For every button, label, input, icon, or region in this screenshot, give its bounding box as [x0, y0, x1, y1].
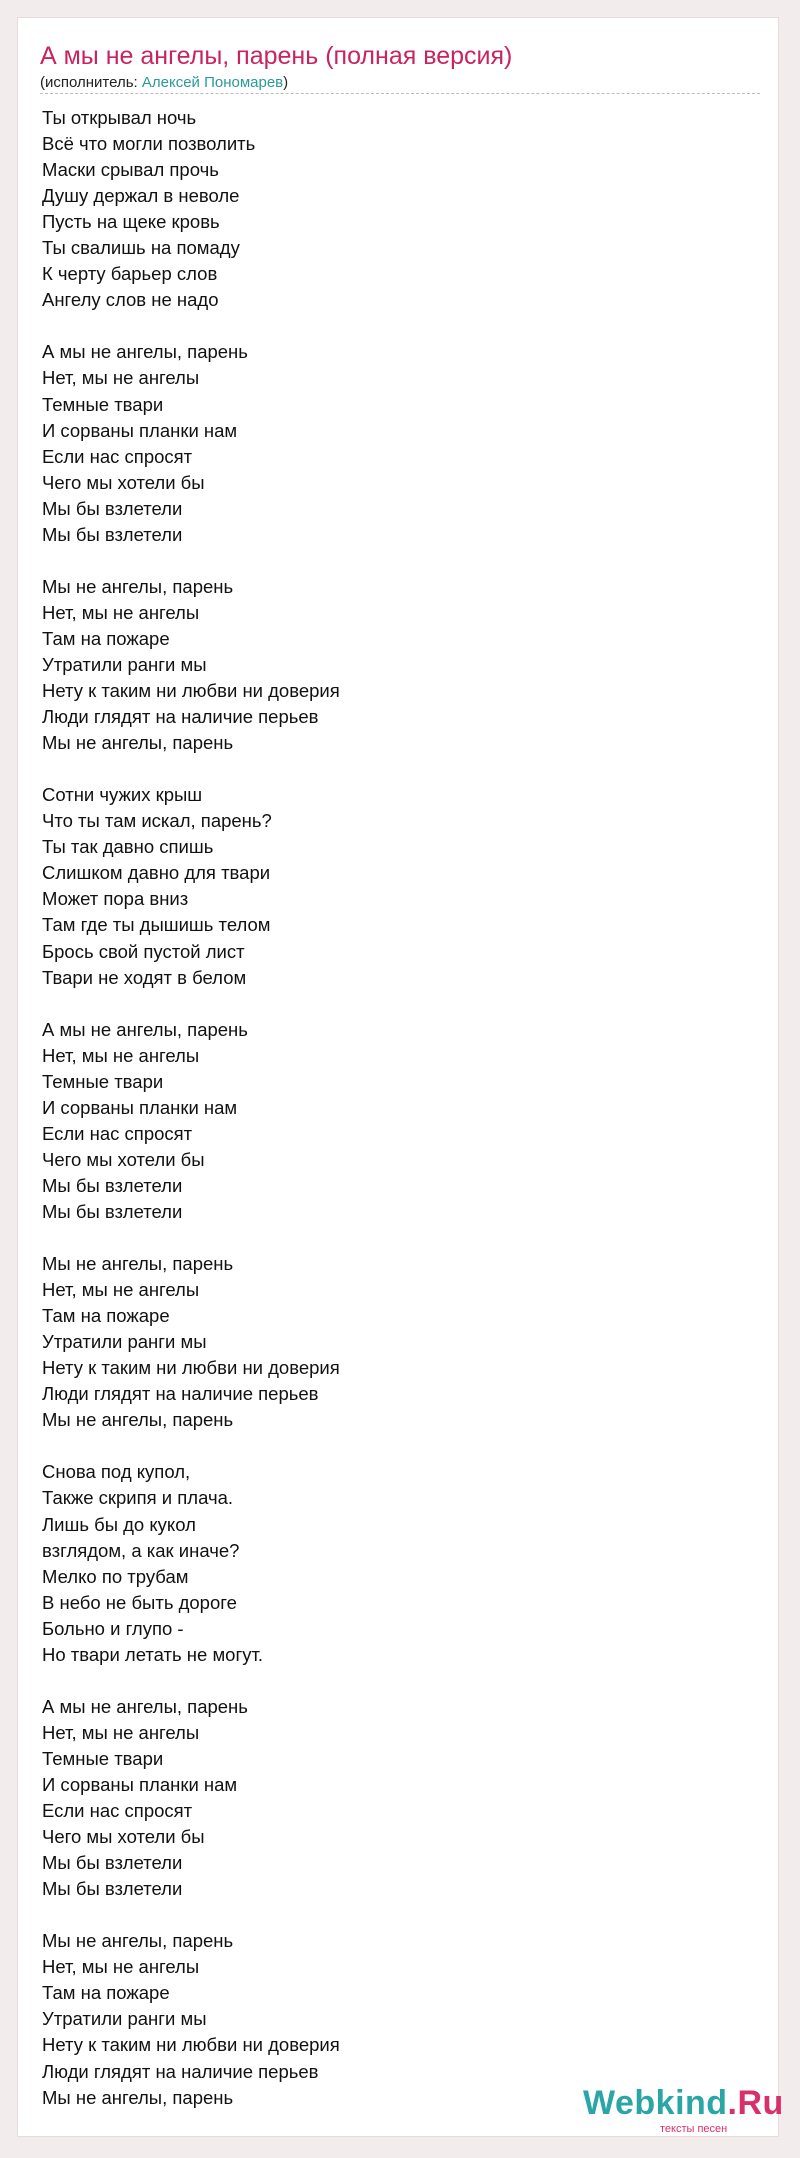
lyric-line: В небо не быть дороге	[42, 1591, 237, 1613]
lyric-line: Также скрипя и плача.	[42, 1487, 234, 1509]
artist-suffix: )	[283, 74, 289, 91]
lyric-line: взглядом, а как иначе?	[42, 1539, 240, 1561]
lyric-line: Утратили ранги мы	[42, 653, 207, 675]
lyric-line: Утратили ранги мы	[42, 2008, 207, 2030]
lyric-line: А мы не ангелы, парень	[42, 341, 248, 363]
lyric-line: Нет, мы не ангелы	[42, 601, 200, 623]
lyric-line: Но твари летать не могут.	[42, 1643, 264, 1665]
lyric-line: Мы бы взлетели	[42, 497, 183, 519]
lyric-line: Нет, мы не ангелы	[42, 1279, 200, 1301]
lyric-line: Чего мы хотели бы	[42, 1148, 205, 1170]
lyric-line: Люди глядят на наличие перьев	[42, 1383, 319, 1405]
lyric-line: Ты так давно спишь	[42, 836, 214, 858]
lyric-line: Чего мы хотели бы	[42, 1826, 205, 1848]
artist-link[interactable]: Алексей Пономарев	[141, 74, 284, 91]
lyric-line: Маски срывал прочь	[42, 159, 219, 181]
stanza-break	[42, 1433, 742, 1459]
lyric-line: Лишь бы до кукол	[42, 1513, 196, 1535]
lyric-line: Если нас спросят	[42, 1122, 193, 1144]
lyric-line: И сорваны планки нам	[42, 419, 238, 441]
lyric-line: А мы не ангелы, парень	[42, 1018, 248, 1040]
stanza-break	[42, 991, 742, 1017]
artist-line	[40, 74, 288, 91]
lyric-line: Что ты там искал, парень?	[42, 810, 272, 832]
lyric-line: Темные твари	[42, 1747, 164, 1769]
lyric-line: Мы не ангелы, парень	[42, 2086, 234, 2108]
lyric-line: Мы не ангелы, парень	[42, 1409, 234, 1431]
lyric-line: Мы не ангелы, парень	[42, 575, 234, 597]
lyric-line: Темные твари	[42, 393, 164, 415]
lyric-line: Мелко по трубам	[42, 1565, 189, 1587]
song-title: А мы не ангелы, парень (полная версия)	[40, 42, 513, 70]
lyric-line: Нет, мы не ангелы	[42, 1956, 200, 1978]
logo-tagline: тексты песен	[660, 2123, 728, 2135]
lyric-line: Может пора вниз	[42, 888, 189, 910]
lyric-line: Мы бы взлетели	[42, 1852, 183, 1874]
stanza-break	[42, 313, 742, 339]
stanza-break	[42, 1902, 742, 1928]
lyric-line: Темные твари	[42, 1070, 164, 1092]
lyric-line: Утратили ранги мы	[42, 1331, 207, 1353]
site-logo[interactable]	[583, 2084, 784, 2123]
lyric-line: Если нас спросят	[42, 445, 193, 467]
lyric-line: Люди глядят на наличие перьев	[42, 2060, 319, 2082]
logo-name: Webkind	[583, 2084, 728, 2122]
stanza-break	[42, 1225, 742, 1251]
lyric-line: Мы не ангелы, парень	[42, 1930, 234, 1952]
lyrics-text	[42, 105, 742, 2111]
lyric-line: И сорваны планки нам	[42, 1774, 238, 1795]
lyric-line: Душу держал в неволе	[42, 185, 240, 207]
lyric-line: Нету к таким ни любви ни доверия	[42, 1357, 340, 1379]
lyric-line: Нет, мы не ангелы	[42, 1044, 200, 1066]
title-divider	[40, 93, 760, 94]
lyric-line: Там на пожаре	[42, 1982, 170, 2004]
lyric-line: Мы не ангелы, парень	[42, 732, 234, 754]
lyric-line: Мы бы взлетели	[42, 1878, 183, 1900]
stanza-break	[42, 548, 742, 574]
lyric-line: Нету к таким ни любви ни доверия	[42, 2034, 340, 2056]
lyric-line: Больно и глупо -	[42, 1617, 184, 1639]
lyric-line: Ты открывал ночь	[42, 107, 197, 128]
lyric-line: Нет, мы не ангелы	[42, 367, 200, 389]
lyric-line: Брось свой пустой лист	[42, 940, 245, 962]
stanza-break	[42, 756, 742, 782]
lyric-line: Там на пожаре	[42, 627, 170, 649]
lyric-line: Пусть на щеке кровь	[42, 211, 220, 233]
lyric-line: Нету к таким ни любви ни доверия	[42, 680, 340, 702]
lyric-line: Мы бы взлетели	[42, 1200, 183, 1222]
logo-tld: .Ru	[727, 2084, 784, 2122]
lyric-line: А мы не ангелы, парень	[42, 1695, 248, 1717]
artist-prefix: (исполнитель:	[40, 74, 142, 91]
lyric-line: Там на пожаре	[42, 1305, 170, 1327]
lyric-line: Нет, мы не ангелы	[42, 1721, 200, 1743]
lyric-line: Слишком давно для твари	[42, 862, 271, 884]
lyric-line: Чего мы хотели бы	[42, 471, 205, 493]
lyric-line: Твари не ходят в белом	[42, 966, 247, 988]
lyric-line: Сотни чужих крыш	[42, 784, 203, 806]
lyric-line: Ты свалишь на помаду	[42, 237, 240, 259]
lyric-line: К черту барьер слов	[42, 263, 218, 285]
lyric-line: Люди глядят на наличие перьев	[42, 706, 319, 728]
lyric-line: Если нас спросят	[42, 1800, 193, 1822]
lyric-line: Мы бы взлетели	[42, 523, 183, 545]
lyric-line: Всё что могли позволить	[42, 133, 256, 155]
stanza-break	[42, 1668, 742, 1694]
lyric-line: Ангелу слов не надо	[42, 289, 219, 311]
lyric-line: Мы не ангелы, парень	[42, 1253, 234, 1275]
lyric-line: Там где ты дышишь телом	[42, 914, 271, 936]
lyric-line: Снова под купол,	[42, 1461, 191, 1483]
lyric-line: Мы бы взлетели	[42, 1174, 183, 1196]
lyric-line: И сорваны планки нам	[42, 1096, 238, 1118]
